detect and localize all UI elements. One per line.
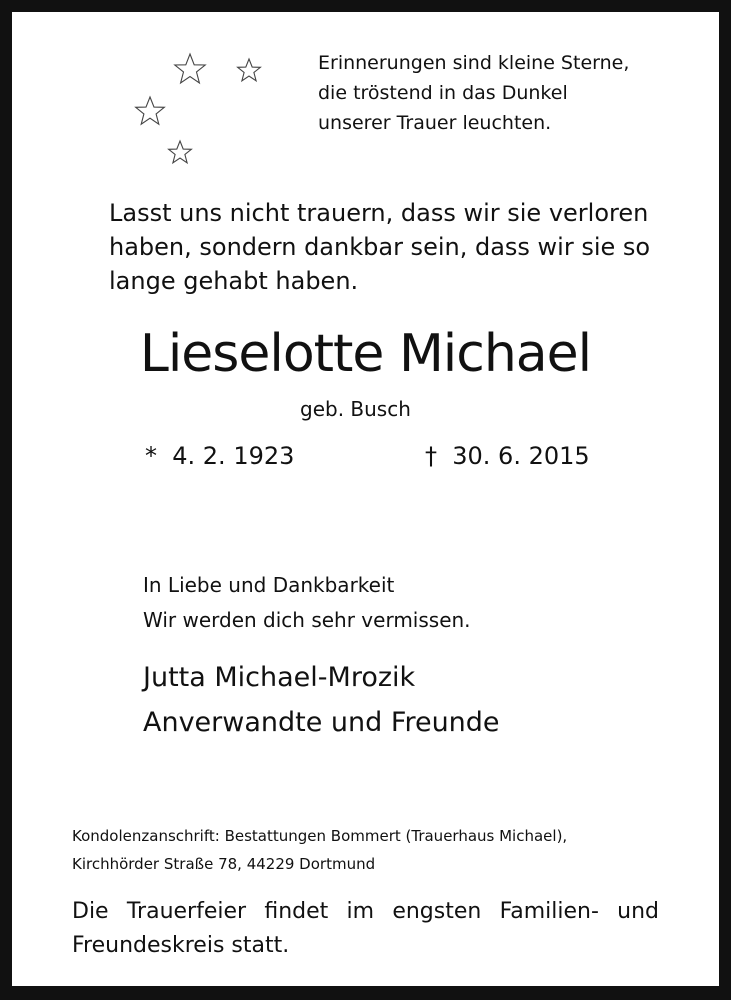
verse-line: lange gehabt haben.: [109, 267, 359, 295]
quote-text: [318, 48, 629, 138]
star-icon: [166, 140, 194, 166]
mourner-message: [143, 568, 471, 638]
verse-text: [109, 196, 669, 298]
mourner-name: Anverwandte und Freunde: [143, 707, 500, 738]
maiden-name: geb. Busch: [300, 397, 411, 421]
star-icon: [235, 58, 263, 84]
mourner-line: Wir werden dich sehr vermissen.: [143, 608, 471, 632]
mourner-names: [143, 655, 500, 745]
ceremony-notice: [72, 895, 659, 963]
verse-line: Lasst uns nicht trauern, dass wir sie verloren: [109, 199, 649, 227]
stars-decoration: [120, 40, 280, 170]
quote-line: unserer Trauer leuchten.: [318, 112, 552, 134]
condolence-line: Kirchhörder Straße 78, 44229 Dortmund: [72, 855, 376, 873]
birth-date: * 4. 2. 1923: [145, 442, 295, 470]
quote-line: Erinnerungen sind kleine Sterne,: [318, 52, 630, 74]
ceremony-line: Freundeskreis statt.: [72, 933, 290, 958]
condolence-address: [72, 822, 567, 878]
death-date: † 30. 6. 2015: [425, 442, 590, 470]
star-icon: [172, 53, 208, 87]
star-icon: [133, 96, 167, 128]
verse-line: haben, sondern dankbar sein, dass wir sie so: [109, 233, 651, 261]
ceremony-line: Die Trauerfeier findet im engsten Familien- und: [72, 899, 659, 924]
quote-line: die tröstend in das Dunkel: [318, 82, 568, 104]
condolence-line: Kondolenzanschrift: Bestattungen Bommert (Trauerhaus Michael),: [72, 827, 568, 845]
mourner-line: In Liebe und Dankbarkeit: [143, 573, 395, 597]
deceased-name: Lieselotte Michael: [139, 324, 592, 384]
mourner-name: Jutta Michael-Mrozik: [143, 662, 416, 693]
